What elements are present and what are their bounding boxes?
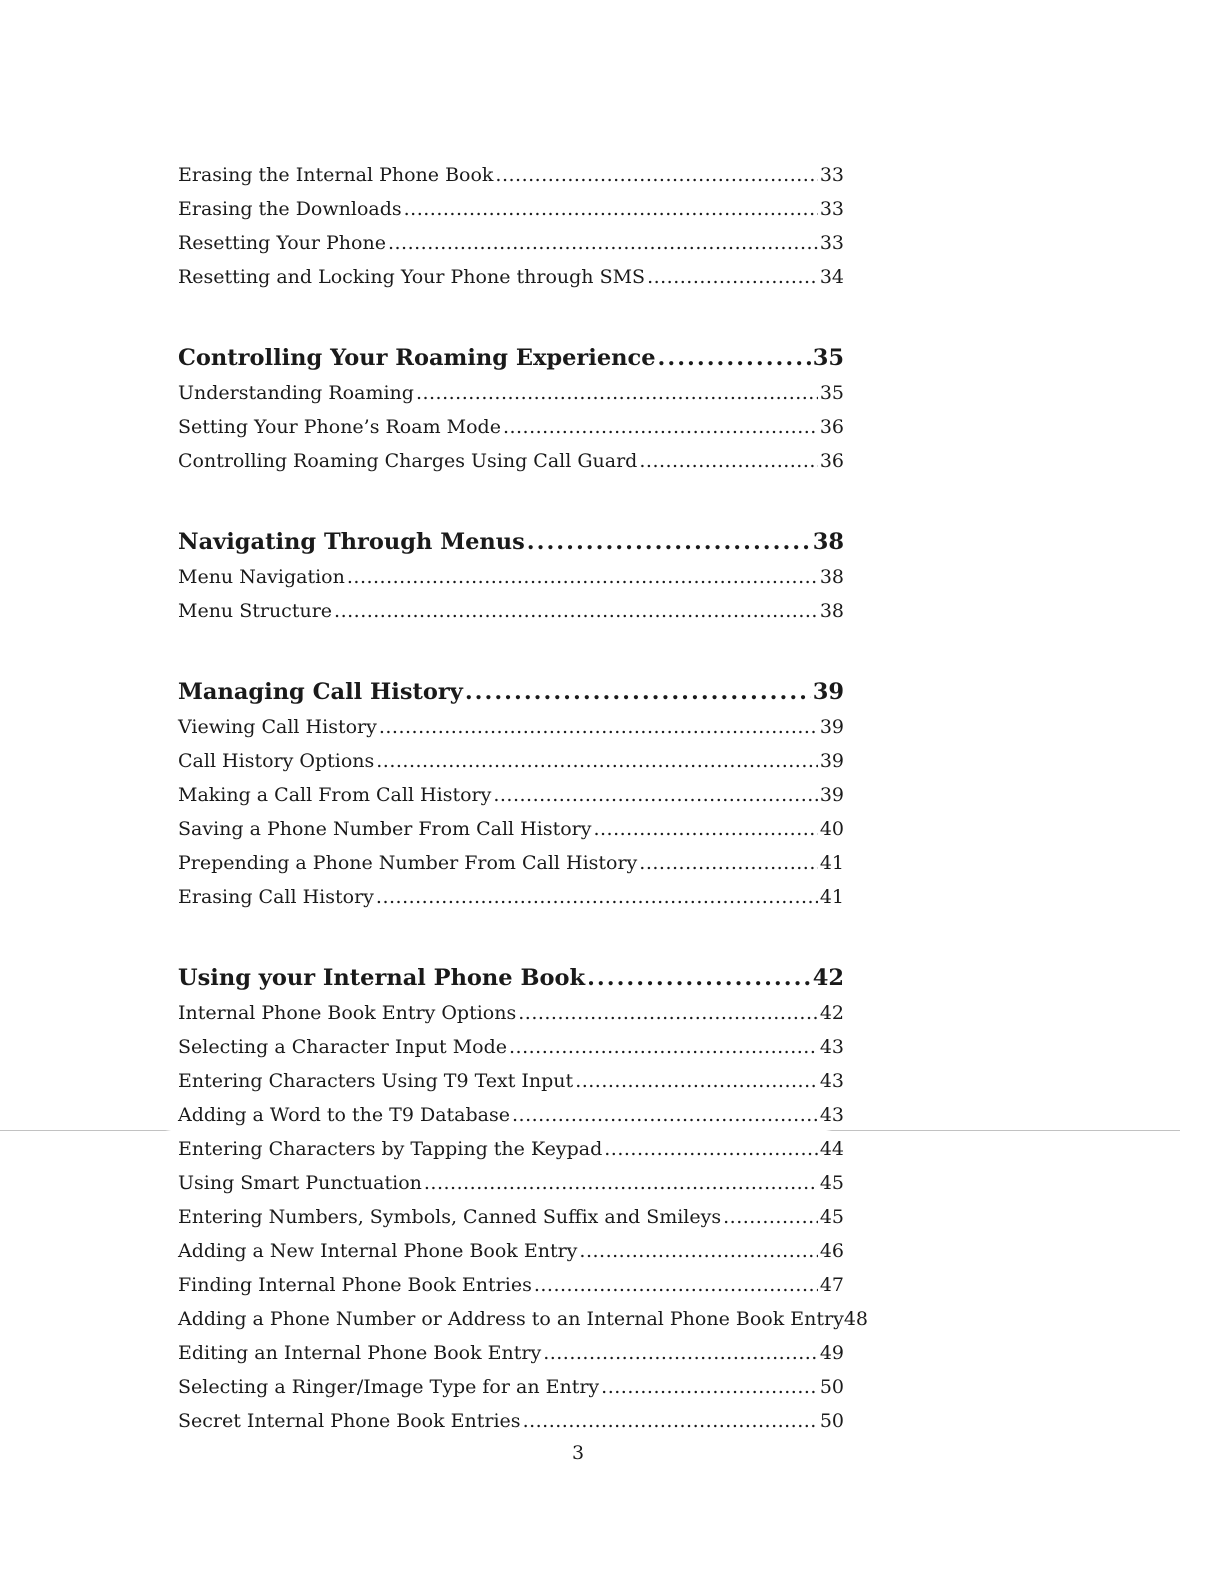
dot-leader [593,812,817,846]
toc-entry-label: Adding a New Internal Phone Book Entry [178,1240,578,1262]
toc-entry-page: 45 [819,1172,844,1194]
dot-leader [523,1404,818,1438]
toc-entry-label: Call History Options [178,750,375,772]
toc-entry-page: 35 [819,382,844,404]
toc-entry-label: Making a Call From Call History [178,784,492,806]
toc-entry-label: Menu Navigation [178,566,345,588]
table-of-contents [178,158,869,1484]
dot-leader [604,1132,818,1166]
toc-entry-label: Resetting and Locking Your Phone through SMS [178,266,646,288]
toc-heading-page: 42 [812,965,844,991]
toc-entry [178,778,844,812]
toc-heading [178,674,844,710]
toc-heading [178,960,844,996]
toc-entry-page: 34 [819,266,844,288]
toc-entry-label: Menu Structure [178,600,333,622]
toc-entry-page: 45 [819,1206,844,1228]
toc-entry-page: 39 [819,716,844,738]
toc-entry-page: 48 [843,1308,869,1330]
toc-entry [178,1132,844,1166]
toc-entry [178,812,844,846]
dot-leader [495,158,817,192]
dot-leader [658,340,811,376]
dot-leader [379,710,818,744]
toc-heading-label: Using your Internal Phone Book [178,965,586,991]
toc-entry [178,560,844,594]
toc-entry-label: Erasing Call History [178,886,374,908]
toc-heading-page: 35 [812,345,844,371]
toc-entry-label: Selecting a Ringer/Image Type for an Entry [178,1376,600,1398]
dot-leader [416,376,818,410]
dot-leader [347,560,818,594]
toc-heading-page: 38 [812,529,844,555]
dot-leader [639,846,818,880]
toc-entry-page: 42 [819,1002,844,1024]
dot-leader [465,674,811,710]
toc-entry-page: 41 [819,886,844,908]
toc-entry-page: 44 [819,1138,844,1160]
toc-entry-page: 43 [819,1104,844,1126]
toc-entry-page: 50 [819,1376,844,1398]
toc-entry-page: 46 [819,1240,844,1262]
toc-entry [178,1030,844,1064]
toc-heading [178,524,844,560]
dot-leader [518,996,818,1030]
toc-section [178,340,844,478]
dot-leader [534,1268,818,1302]
toc-entry-label: Using Smart Punctuation [178,1172,422,1194]
toc-entry [178,410,844,444]
dot-leader [376,744,818,778]
toc-entry-label: Entering Characters by Tapping the Keypad [178,1138,603,1160]
toc-entry-label: Finding Internal Phone Book Entries [178,1274,532,1296]
toc-entry-page: 33 [819,198,844,220]
dot-leader [493,778,817,812]
toc-entry [178,1336,844,1370]
page-number: 3 [571,1442,585,1464]
dot-leader [388,226,818,260]
toc-entry [178,744,844,778]
dot-leader [527,524,811,560]
dot-leader [575,1064,818,1098]
dot-leader [647,260,818,294]
dot-leader [601,1370,818,1404]
toc-entry-page: 36 [819,416,844,438]
toc-entry-page: 38 [819,600,844,622]
toc-entry [178,158,844,192]
dot-leader [579,1234,817,1268]
toc-heading-label: Managing Call History [178,679,463,705]
toc-section [178,524,844,628]
toc-entry-label: Entering Numbers, Symbols, Canned Suffix and Smileys [178,1206,722,1228]
dot-leader [723,1200,818,1234]
toc-entry-page: 49 [819,1342,844,1364]
toc-entry [178,1234,844,1268]
toc-heading-label: Navigating Through Menus [178,529,525,555]
toc-entry-page: 36 [819,450,844,472]
dot-leader [512,1098,818,1132]
toc-entry [178,846,844,880]
toc-entry-page: 50 [819,1410,844,1432]
toc-entry-label: Selecting a Character Input Mode [178,1036,508,1058]
toc-entry-page: 33 [819,164,844,186]
toc-entry [178,444,844,478]
toc-entry-page: 40 [819,818,844,840]
toc-heading-label: Controlling Your Roaming Experience [178,345,656,371]
toc-entry [178,1268,844,1302]
toc-entry [178,710,844,744]
toc-entry [178,1064,844,1098]
toc-entry [178,260,844,294]
toc-entry [178,376,844,410]
toc-entry-label: Adding a Word to the T9 Database [178,1104,510,1126]
toc-entry-label: Internal Phone Book Entry Options [178,1002,517,1024]
toc-entry [178,996,844,1030]
toc-entry-label: Controlling Roaming Charges Using Call Guard [178,450,638,472]
toc-entry [178,192,844,226]
toc-heading-page: 39 [812,679,844,705]
dot-leader [404,192,818,226]
toc-entry-label: Erasing the Internal Phone Book [178,164,494,186]
toc-entry-label: Editing an Internal Phone Book Entry [178,1342,542,1364]
toc-entry-label: Understanding Roaming [178,382,414,404]
toc-entry [178,880,844,914]
toc-entry [178,1370,844,1404]
toc-entry-label: Adding a Phone Number or Address to an Internal Phone Book Entry [178,1308,844,1330]
toc-section [178,674,844,914]
toc-entry-label: Setting Your Phone’s Roam Mode [178,416,501,438]
dot-leader [424,1166,818,1200]
toc-entry-page: 47 [819,1274,844,1296]
dot-leader [376,880,818,914]
toc-entry-page: 43 [819,1070,844,1092]
toc-entry-page: 41 [819,852,844,874]
dot-leader [509,1030,818,1064]
toc-entry-label: Saving a Phone Number From Call History [178,818,592,840]
toc-section [178,960,869,1438]
toc-entry [178,594,844,628]
toc-section [178,158,844,294]
toc-entry-label: Resetting Your Phone [178,232,386,254]
toc-entry [178,1166,844,1200]
toc-entry-page: 33 [819,232,844,254]
toc-entry-label: Entering Characters Using T9 Text Input [178,1070,574,1092]
dot-leader [543,1336,818,1370]
toc-heading [178,340,844,376]
toc-entry-label: Prepending a Phone Number From Call History [178,852,638,874]
dot-leader [639,444,817,478]
toc-entry [178,1098,844,1132]
toc-entry-label: Viewing Call History [178,716,377,738]
toc-entry [178,1404,844,1438]
toc-entry-page: 39 [819,784,844,806]
toc-entry-label: Erasing the Downloads [178,198,402,220]
toc-entry [178,226,844,260]
dot-leader [334,594,818,628]
toc-entry-page: 39 [819,750,844,772]
dot-leader [587,960,811,996]
dot-leader [503,410,818,444]
toc-entry-page: 38 [819,566,844,588]
toc-entry-label: Secret Internal Phone Book Entries [178,1410,521,1432]
toc-entry [178,1302,869,1336]
toc-entry-page: 43 [819,1036,844,1058]
toc-entry [178,1200,844,1234]
